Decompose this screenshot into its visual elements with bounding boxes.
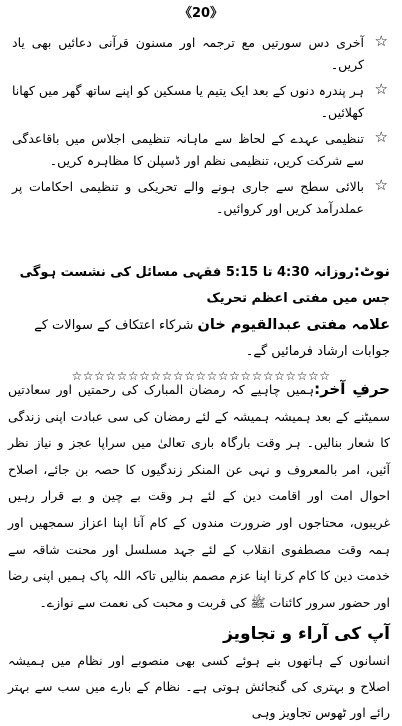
star-icon: ☆ xyxy=(374,128,388,146)
star-list xyxy=(12,32,388,224)
note-line xyxy=(12,312,390,365)
note-label: نوٹ: xyxy=(353,262,390,280)
section-heading: آپ کی آراء و تجاویز xyxy=(223,624,390,644)
list-item-text: آخری دس سورتیں مع ترجمہ اور مسنون قرآنی دعائیں بھی یاد کریں۔ xyxy=(12,35,364,72)
scholar-name: علامہ مفتی عبدالقیوم خان xyxy=(197,317,390,333)
note-text: شرکاء اعتکاف کے سوالات کے جوابات ارشاد فرمائیں گے۔ xyxy=(34,318,390,359)
final-word-label: حرفِ آخر: xyxy=(314,380,390,398)
list-item-text: تنظیمی عہدے کے لحاظ سے ماہانہ تنظیمی اجلاس میں باقاعدگی سے شرکت کریں، تنظیمی نظم اور ڈسپلن کا مظاہرہ کریں۔ xyxy=(12,131,364,168)
opinions-paragraph: انسانوں کے ہاتھوں بنے ہوئے کسی بھی منصوبے اور نظام میں ہمیشہ اصلاح و بہتری کی گنجائش ہوتی ہے۔ نظام کے بارے میں سب سے بہتر رائے اور ٹھوس تجاویز وہی xyxy=(8,653,390,720)
star-icon: ☆ xyxy=(374,176,388,194)
final-word-text: ہمیں چاہیے کہ رمضان المبارک کی رحمتیں اور سعادتیں سمیٹنے کے بعد ہمیشہ ہمیشہ کے لئے رمضان کی سی عبادت اپنی زندگی کا شعار بنالیں۔ ہر وقت بارگاہ باری تعالیٰ میں سراپا عجز و نیاز نظر آئیں، امر بالمعروف و نہی عن المنکر زندگیوں کا حصہ بن جائے، اصلاح احوال امت اور اقامت دین کے لئے ہر وقت بے چین و بے قرار رہیں غریبوں، محتاجوں اور ضرورت مندوں کے کام آنا اپنا اعزاز سمجھیں اور ہمہ وقت مصطفوی انقلاب کے لئے جہد مسلسل اور محنت شاقہ سے خدمت دین کا کام کرنا اپنا عزم مصمم بنالیں تاکہ اللہ پاک ہمیں اپنی رضا اور حضور سرور کائنات ﷺ کی قربت و محبت کی نعمت سے نوازے۔ xyxy=(8,382,390,610)
star-icon: ☆ xyxy=(374,80,388,98)
note-section xyxy=(12,258,390,383)
list-item-text: ہر پندرہ دنوں کے بعد ایک یتیم یا مسکین کو اپنے ساتھ گھر میں کھانا کھلائیں۔ xyxy=(12,83,364,120)
star-divider: ☆☆☆☆☆☆☆☆☆☆☆☆☆☆☆☆☆☆☆☆☆☆☆ xyxy=(71,369,331,383)
list-item-text: بالائی سطح سے جاری ہونے والے تحریکی و تنظیمی احکامات پر عملدرآمد کریں اور کروائیں۔ xyxy=(12,179,364,216)
opinions-section xyxy=(8,620,390,726)
list-item xyxy=(12,176,388,220)
note-text: روزانہ 4:30 تا 5:15 فقہی مسائل کی نشست ہوگی جس میں مفتی اعظم تحریک xyxy=(19,265,390,306)
final-word-section xyxy=(8,376,390,616)
page-number: 《20》 xyxy=(178,6,224,21)
list-item xyxy=(12,32,388,76)
list-item xyxy=(12,128,388,172)
final-word-paragraph xyxy=(8,376,390,616)
note-line xyxy=(12,258,390,312)
star-icon: ☆ xyxy=(374,32,388,50)
list-item xyxy=(12,80,388,124)
